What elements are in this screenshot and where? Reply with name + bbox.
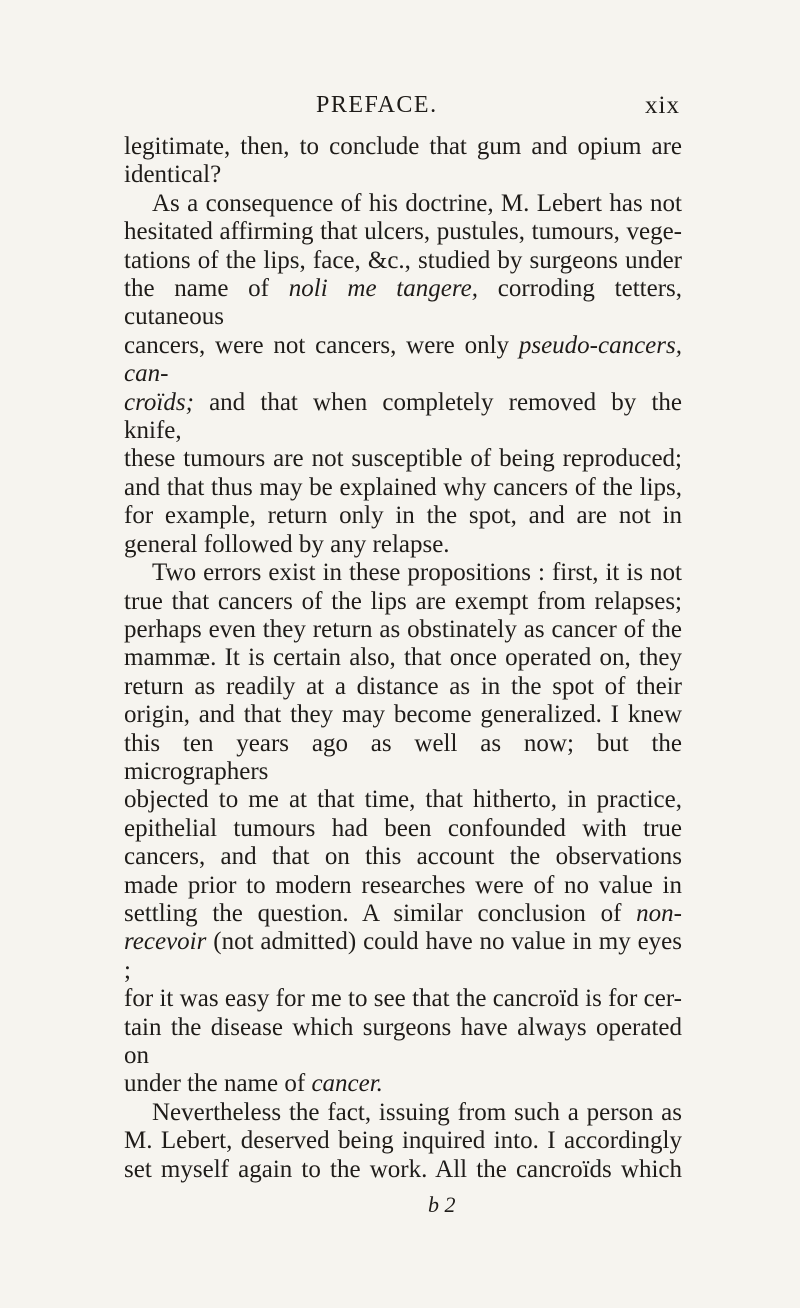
text-line: M. Lebert, deserved being inquired into. I accordingly	[124, 1127, 682, 1155]
text-line: true that cancers of the lips are exempt from relapses;	[124, 587, 682, 615]
text-line: mammæ. It is certain also, that once operated on, they	[124, 644, 682, 672]
text-line: cancers, were not cancers, were only pseudo-cancers, can-	[124, 331, 682, 388]
text-line: cancers, and that on this account the observations	[124, 843, 682, 871]
text-line: croïds; and that when completely removed by the knife,	[124, 388, 682, 445]
text-line: for example, return only in the spot, and are not in	[124, 502, 682, 530]
text-line: made prior to modern researches were of no value in	[124, 871, 682, 899]
text-line: perhaps even they return as obstinately as cancer of the	[124, 615, 682, 643]
signature-mark: b 2	[428, 1192, 456, 1217]
text-line: for it was easy for me to see that the cancroïd is for cer-	[124, 985, 682, 1013]
text-line: As a consequence of his doctrine, M. Lebert has not	[152, 189, 682, 217]
body-text	[124, 133, 682, 1184]
text-line: the name of noli me tangere, corroding tetters, cutaneous	[124, 275, 683, 331]
text-line: general followed by any relapse.	[124, 530, 450, 558]
text-line: set myself again to the work. All the cancroïds which	[124, 1155, 682, 1183]
text-line: hesitated affirming that ulcers, pustules, tumours, vege-	[124, 218, 682, 246]
text-line: objected to me at that time, that hitherto, in practice,	[124, 786, 682, 814]
text-line: this ten years ago as well as now; but the micrographers	[124, 729, 682, 785]
text-line: Two errors exist in these propositions : first, it is not	[152, 559, 682, 587]
text-line: legitimate, then, to conclude that gum and opium are	[124, 133, 682, 160]
text-line: and that thus may be explained why cancers of the lips,	[124, 473, 682, 501]
text-line: tations of the lips, face, &c., studied by surgeons under	[124, 246, 682, 274]
text-line: settling the question. A similar conclusion of non-	[124, 899, 682, 927]
text-line: origin, and that they may become generalized. I knew	[124, 701, 682, 729]
text-line: these tumours are not susceptible of being reproduced;	[124, 445, 682, 473]
text-line: Nevertheless the fact, issuing from such a person as	[152, 1098, 682, 1126]
text-line: return as readily at a distance as in the spot of their	[124, 672, 682, 700]
text-line: tain the disease which surgeons have always operated on	[124, 1013, 682, 1069]
page-header	[300, 92, 680, 122]
text-line: identical?	[124, 161, 222, 189]
running-head: PREFACE.	[316, 92, 438, 118]
text-line: under the name of cancer.	[124, 1070, 383, 1098]
text-line: epithelial tumours had been confounded with true	[124, 814, 682, 842]
page-number: xix	[645, 92, 680, 119]
text-line: recevoir (not admitted) could have no value in my eyes ;	[124, 928, 682, 984]
